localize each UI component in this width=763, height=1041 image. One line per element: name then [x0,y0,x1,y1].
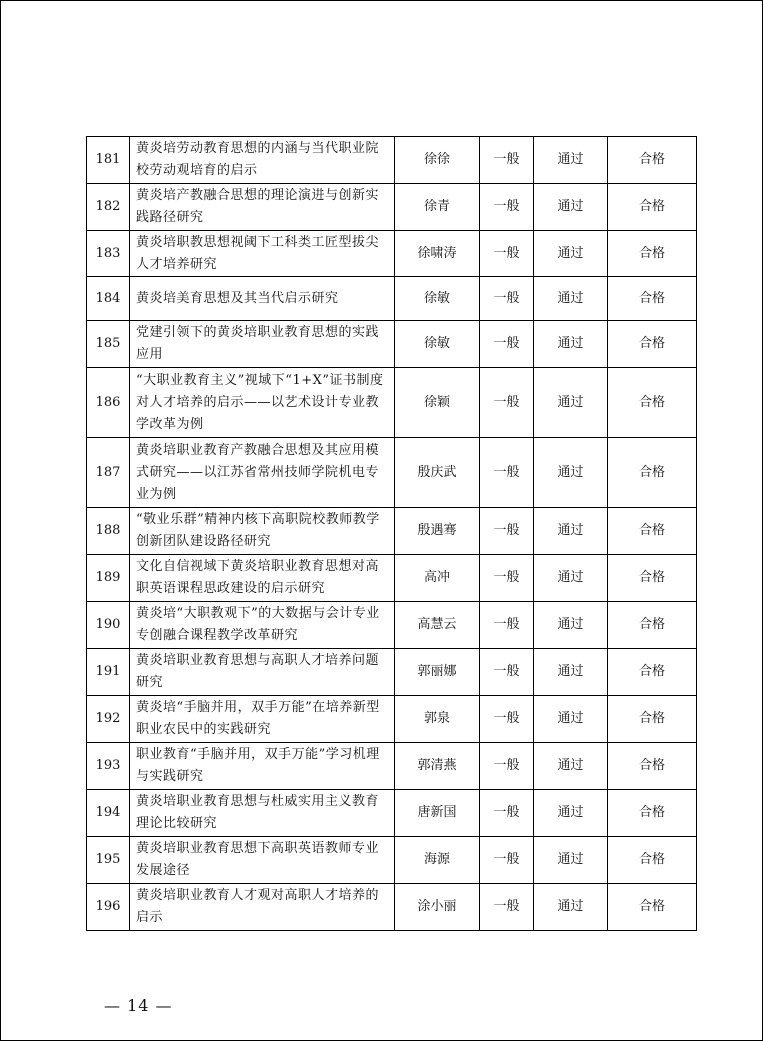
project-category: 一般 [480,837,534,884]
project-title: 黄炎培“大职教观下”的大数据与会计专业专创融合课程教学改革研究 [130,602,395,649]
author-name: 徐徐 [395,137,480,184]
author-name: 徐啸涛 [395,231,480,277]
result-grade: 合格 [608,368,697,438]
project-category: 一般 [480,602,534,649]
result-grade: 合格 [608,790,697,837]
author-name: 徐敏 [395,321,480,368]
project-title: 黄炎培职业教育思想与高职人才培养问题研究 [130,649,395,696]
review-status: 通过 [534,837,608,884]
review-status: 通过 [534,555,608,602]
review-status: 通过 [534,184,608,231]
row-number: 187 [87,438,130,508]
review-status: 通过 [534,277,608,321]
result-grade: 合格 [608,321,697,368]
review-status: 通过 [534,696,608,743]
table-row [87,508,697,555]
project-title: 黄炎培职教思想视阈下工科类工匠型拔尖人才培养研究 [130,231,395,277]
table-row [87,231,697,277]
row-number: 183 [87,231,130,277]
project-category: 一般 [480,649,534,696]
result-grade: 合格 [608,184,697,231]
result-grade: 合格 [608,438,697,508]
table-row [87,649,697,696]
row-number: 196 [87,884,130,931]
author-name: 涂小丽 [395,884,480,931]
row-number: 185 [87,321,130,368]
author-name: 高冲 [395,555,480,602]
project-title: 黄炎培职业教育人才观对高职人才培养的启示 [130,884,395,931]
row-number: 190 [87,602,130,649]
row-number: 193 [87,743,130,790]
project-category: 一般 [480,884,534,931]
author-name: 徐颖 [395,368,480,438]
row-number: 189 [87,555,130,602]
row-number: 195 [87,837,130,884]
row-number: 192 [87,696,130,743]
review-status: 通过 [534,743,608,790]
project-title: “敬业乐群”精神内核下高职院校教师教学创新团队建设路径研究 [130,508,395,555]
review-status: 通过 [534,321,608,368]
review-status: 通过 [534,649,608,696]
project-title: 黄炎培劳动教育思想的内涵与当代职业院校劳动观培育的启示 [130,137,395,184]
table-row [87,184,697,231]
table-row [87,602,697,649]
project-title: 职业教育“手脑并用，双手万能”学习机理与实践研究 [130,743,395,790]
row-number: 186 [87,368,130,438]
author-name: 徐青 [395,184,480,231]
row-number: 194 [87,790,130,837]
author-name: 海源 [395,837,480,884]
review-status: 通过 [534,790,608,837]
project-category: 一般 [480,277,534,321]
result-grade: 合格 [608,231,697,277]
table-row [87,884,697,931]
author-name: 殷庆武 [395,438,480,508]
row-number: 184 [87,277,130,321]
table-row [87,837,697,884]
result-grade: 合格 [608,649,697,696]
project-category: 一般 [480,743,534,790]
project-title: 黄炎培产教融合思想的理论演进与创新实践路径研究 [130,184,395,231]
result-grade: 合格 [608,277,697,321]
results-table-body [87,137,697,931]
row-number: 188 [87,508,130,555]
table-row [87,137,697,184]
author-name: 郭丽娜 [395,649,480,696]
table-row [87,277,697,321]
project-title: 黄炎培职业教育思想与杜威实用主义教育理论比较研究 [130,790,395,837]
review-status: 通过 [534,602,608,649]
row-number: 182 [87,184,130,231]
table-row [87,321,697,368]
project-title: 黄炎培职业教育思想下高职英语教师专业发展途径 [130,837,395,884]
project-title: 文化自信视域下黄炎培职业教育思想对高职英语课程思政建设的启示研究 [130,555,395,602]
project-title: 黄炎培职业教育产教融合思想及其应用模式研究——以江苏省常州技师学院机电专业为例 [130,438,395,508]
review-status: 通过 [534,884,608,931]
author-name: 高慧云 [395,602,480,649]
review-status: 通过 [534,137,608,184]
table-row [87,438,697,508]
author-name: 徐敏 [395,277,480,321]
results-table [86,136,697,931]
table-row [87,696,697,743]
table-row [87,555,697,602]
result-grade: 合格 [608,555,697,602]
project-category: 一般 [480,790,534,837]
result-grade: 合格 [608,837,697,884]
author-name: 殷遇骞 [395,508,480,555]
project-title: 黄炎培“手脑并用，双手万能”在培养新型职业农民中的实践研究 [130,696,395,743]
result-grade: 合格 [608,602,697,649]
author-name: 郭泉 [395,696,480,743]
review-status: 通过 [534,368,608,438]
project-category: 一般 [480,184,534,231]
table-row [87,743,697,790]
result-grade: 合格 [608,884,697,931]
project-category: 一般 [480,555,534,602]
result-grade: 合格 [608,696,697,743]
review-status: 通过 [534,438,608,508]
result-grade: 合格 [608,743,697,790]
project-category: 一般 [480,231,534,277]
project-category: 一般 [480,368,534,438]
row-number: 181 [87,137,130,184]
result-grade: 合格 [608,137,697,184]
review-status: 通过 [534,508,608,555]
project-category: 一般 [480,438,534,508]
result-grade: 合格 [608,508,697,555]
table-row [87,790,697,837]
project-title: 党建引领下的黄炎培职业教育思想的实践应用 [130,321,395,368]
project-category: 一般 [480,696,534,743]
review-status: 通过 [534,231,608,277]
table-row [87,368,697,438]
page-number: — 14 — [104,996,173,1015]
project-category: 一般 [480,137,534,184]
author-name: 郭清燕 [395,743,480,790]
project-title: “大职业教育主义”视域下“1+X”证书制度对人才培养的启示——以艺术设计专业教学改革为例 [130,368,395,438]
row-number: 191 [87,649,130,696]
author-name: 唐新国 [395,790,480,837]
project-category: 一般 [480,508,534,555]
project-title: 黄炎培美育思想及其当代启示研究 [130,277,395,321]
project-category: 一般 [480,321,534,368]
